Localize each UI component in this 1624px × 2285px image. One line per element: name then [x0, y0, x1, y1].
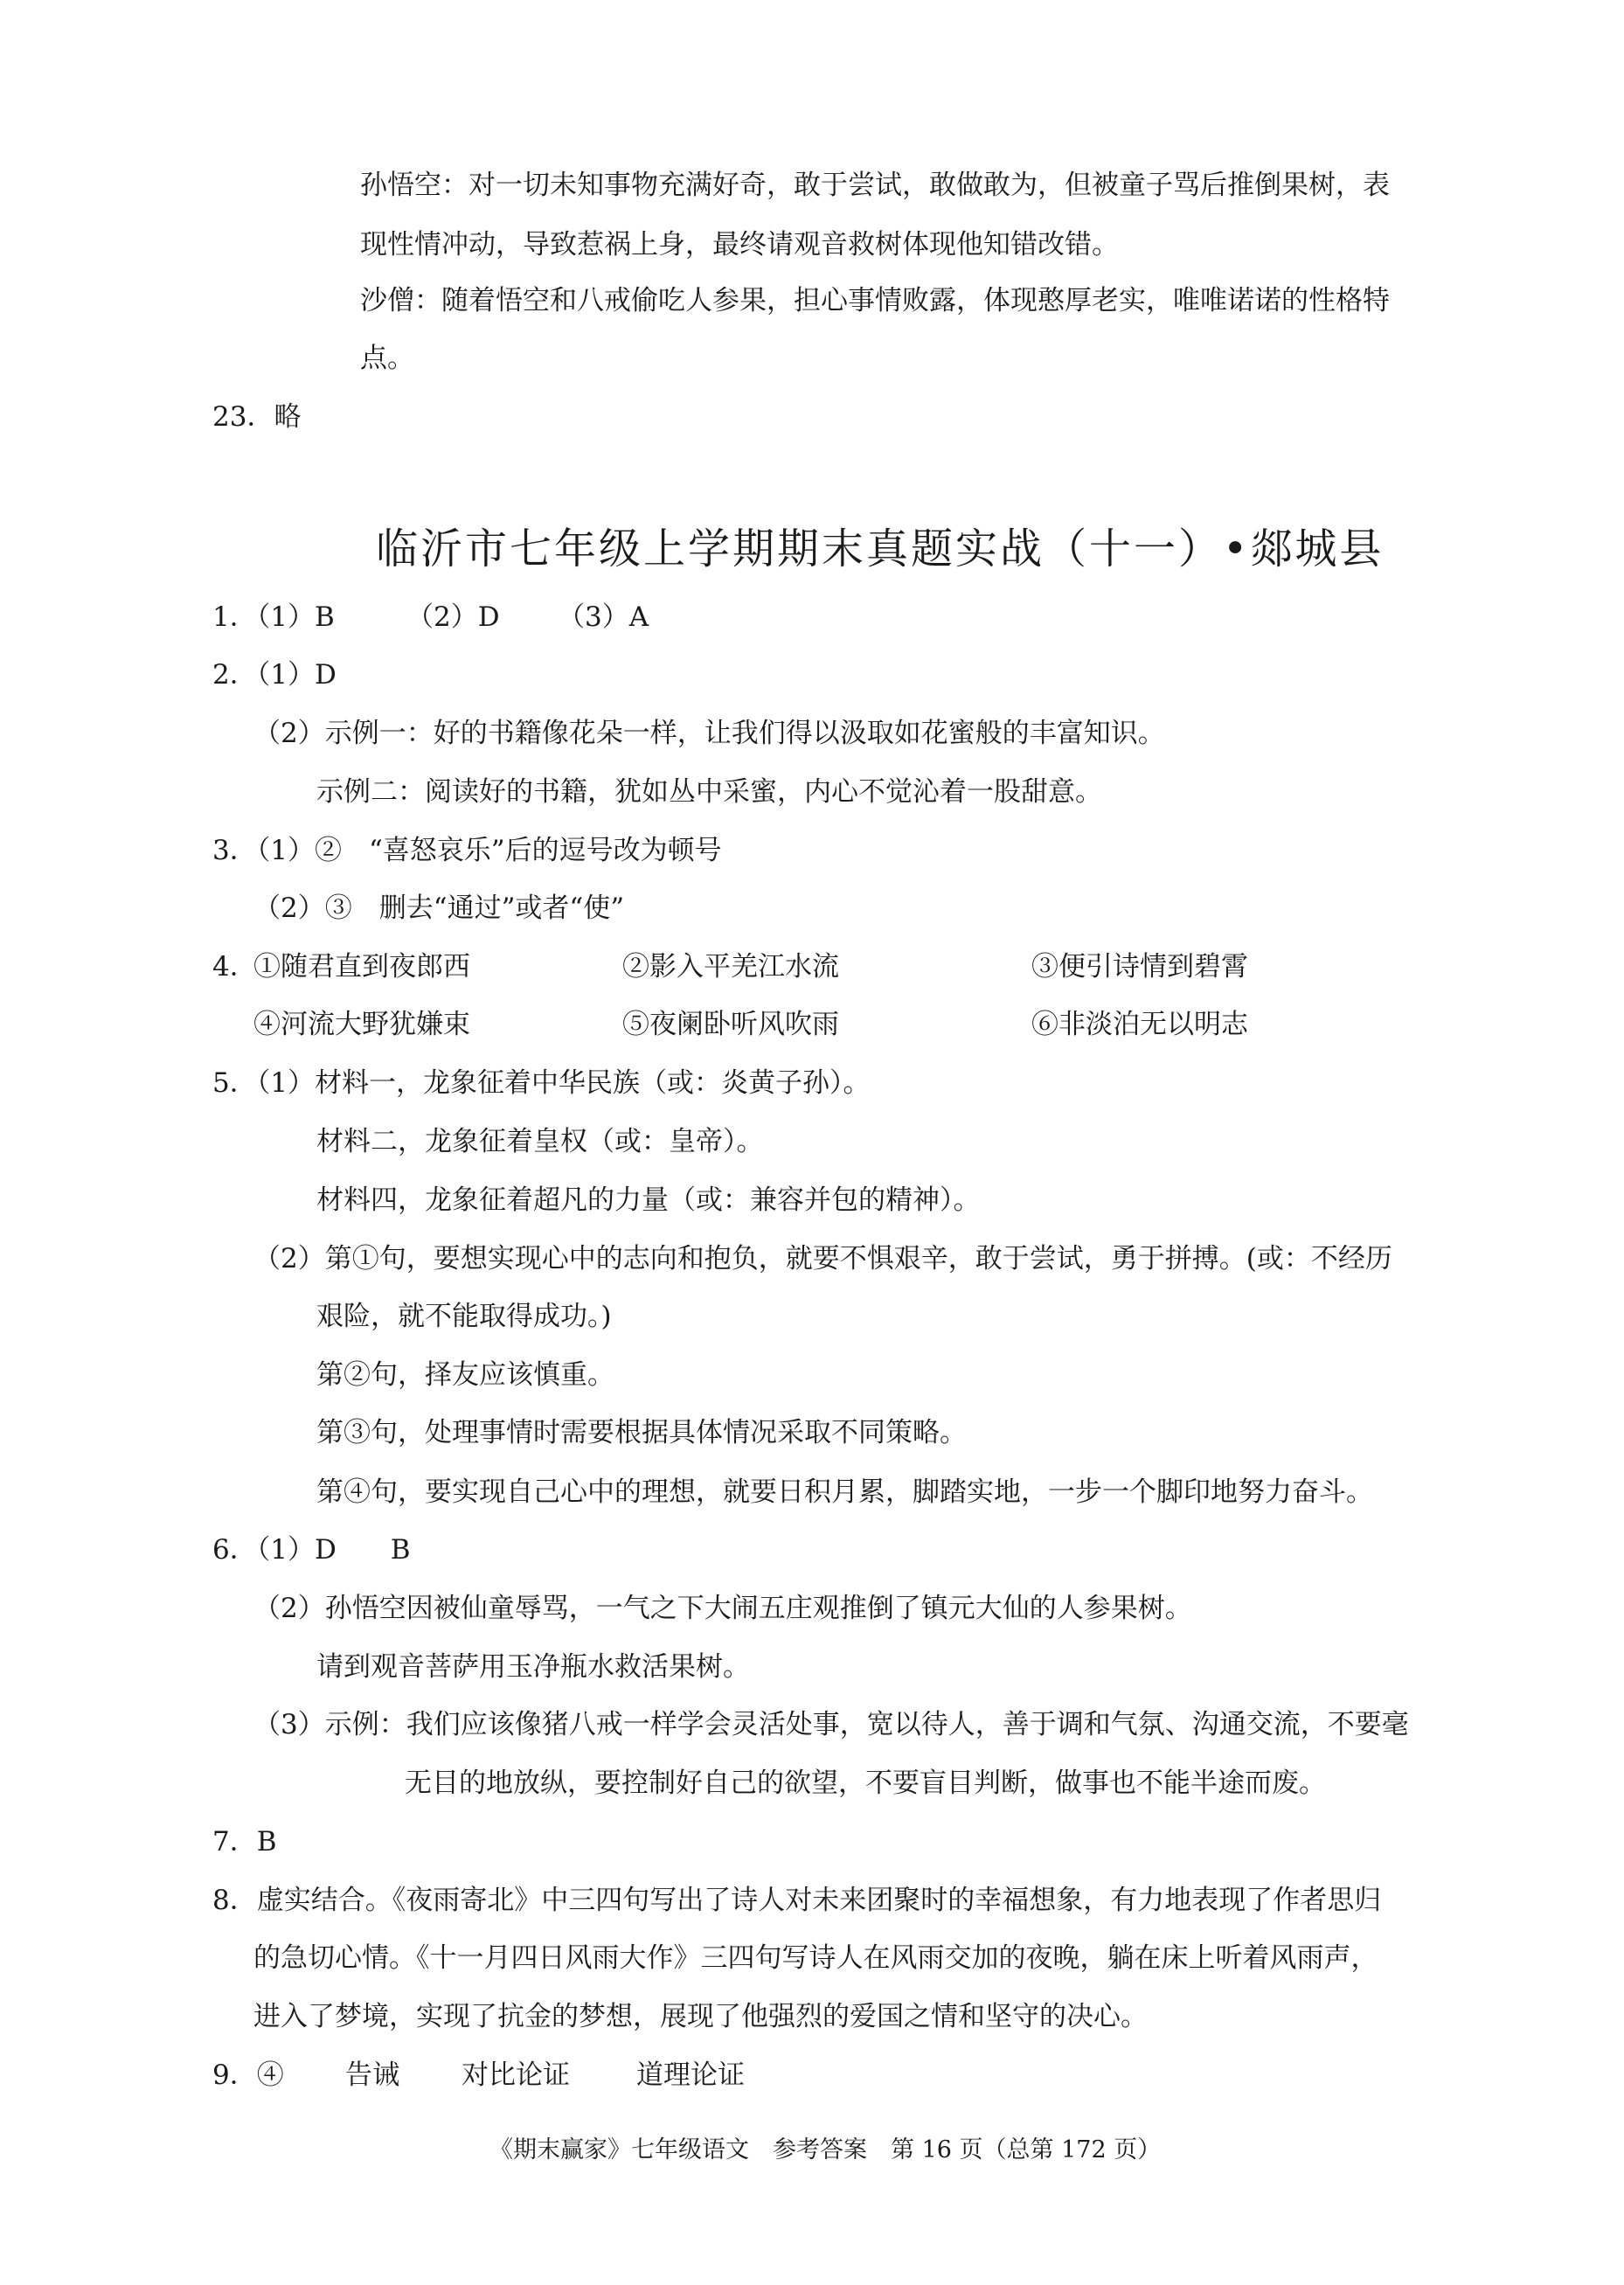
- answer-6-part-2: （2）孙悟空因被仙童辱骂，一气之下大闹五庄观推倒了镇元大仙的人参果树。: [253, 1593, 1192, 1624]
- answer-8-line-1: 8．虚实结合。《夜雨寄北》中三四句写出了诗人对未来团聚时的幸福想象，有力地表现了作者思归: [212, 1885, 1382, 1916]
- answer-7: 7．B: [212, 1826, 277, 1858]
- page-footer: 《期末赢家》七年级语文 参考答案 第 16 页（总第 172 页）: [489, 2136, 1162, 2163]
- shaseng-line-1: 沙僧：随着悟空和八戒偷吃人参果，担心事情败露，体现憨厚老实，唯唯诺诺的性格特: [360, 285, 1390, 316]
- answer-6-part-2b: 请到观音菩萨用玉净瓶水救活果树。: [316, 1651, 750, 1683]
- answer-6-part-3: （3）示例：我们应该像猪八戒一样学会灵活处事，宽以待人，善于调和气氛、沟通交流，不要毫: [253, 1709, 1409, 1740]
- answer-9-number: 9．④: [212, 2059, 284, 2091]
- answer-4-item-2: ②影入平羌江水流: [622, 951, 839, 983]
- section-title: 临沂市七年级上学期期末真题实战（十一）•郯城县: [376, 524, 1385, 573]
- answer-4-item-6: ⑥非淡泊无以明志: [1031, 1009, 1248, 1040]
- answer-4-item-1: ①随君直到夜郎西: [253, 951, 470, 983]
- answer-8-line-2: 的急切心情。《十一月四日风雨大作》三四句写诗人在风雨交加的夜晚，躺在床上听着风雨声，: [253, 1942, 1378, 1974]
- answer-6-part-3b: 无目的地放纵，要控制好自己的欲望，不要盲目判断，做事也不能半途而废。: [405, 1768, 1326, 1799]
- answer-3-part-1: 3．（1）② “喜怒哀乐”后的逗号改为顿号: [212, 835, 722, 866]
- answer-3-part-2: （2）③ 删去“通过”或者“使”: [253, 892, 625, 924]
- answer-6-part-1: 6．（1）D B: [212, 1534, 411, 1566]
- answer-5-part-2b: 艰险，就不能取得成功。): [316, 1301, 612, 1332]
- answer-5-part-1: 5．（1）材料一，龙象征着中华民族（或：炎黄子孙）。: [212, 1067, 871, 1099]
- answer-2-part-2b: 示例二：阅读好的书籍，犹如丛中采蜜，内心不觉沁着一股甜意。: [316, 776, 1102, 808]
- sunwukong-line-2: 现性情冲动，导致惹祸上身，最终请观音救树体现他知错改错。: [360, 229, 1119, 260]
- answer-5-part-2e: 第④句，要实现自己心中的理想，就要日积月累，脚踏实地，一步一个脚印地努力奋斗。: [316, 1476, 1373, 1508]
- answer-4-item-5: ⑤夜阑卧听风吹雨: [622, 1009, 839, 1040]
- answer-9-item-b: 对比论证: [462, 2059, 570, 2091]
- answer-5-part-2d: 第③句，处理事情时需要根据具体情况采取不同策略。: [316, 1417, 967, 1448]
- answer-1-part-2: （2）D: [406, 601, 500, 633]
- answer-2-part-1: 2．（1）D: [212, 659, 337, 691]
- answer-23: 23．略: [212, 401, 302, 433]
- answer-8-line-3: 进入了梦境，实现了抗金的梦想，展现了他强烈的爱国之情和坚守的决心。: [253, 2001, 1148, 2032]
- answer-4-label: 4．: [212, 951, 257, 983]
- answer-1-part-3: （3）A: [558, 601, 649, 633]
- answer-1-part-1: 1．（1）B: [212, 601, 335, 633]
- answer-2-part-2: （2）示例一：好的书籍像花朵一样，让我们得以汲取如花蜜般的丰富知识。: [253, 718, 1165, 749]
- answer-5-part-1c: 材料四，龙象征着超凡的力量（或：兼容并包的精神）。: [316, 1184, 981, 1216]
- answer-5-part-1b: 材料二，龙象征着皇权（或：皇帝）。: [316, 1126, 764, 1157]
- answer-4-item-4: ④河流大野犹嫌束: [253, 1009, 470, 1040]
- shaseng-line-2: 点。: [360, 343, 414, 374]
- answer-5-part-2c: 第②句，择友应该慎重。: [316, 1359, 614, 1391]
- answer-9-item-c: 道理论证: [636, 2059, 745, 2091]
- answer-4-item-3: ③便引诗情到碧霄: [1031, 951, 1248, 983]
- answer-5-part-2: （2）第①句，要想实现心中的志向和抱负，就要不惧艰辛，敢于尝试，勇于拼搏。(或：不经历: [253, 1243, 1392, 1274]
- answer-9-item-a: 告诫: [345, 2059, 399, 2091]
- sunwukong-line-1: 孙悟空：对一切未知事物充满好奇，敢于尝试，敢做敢为，但被童子骂后推倒果树，表: [360, 170, 1390, 201]
